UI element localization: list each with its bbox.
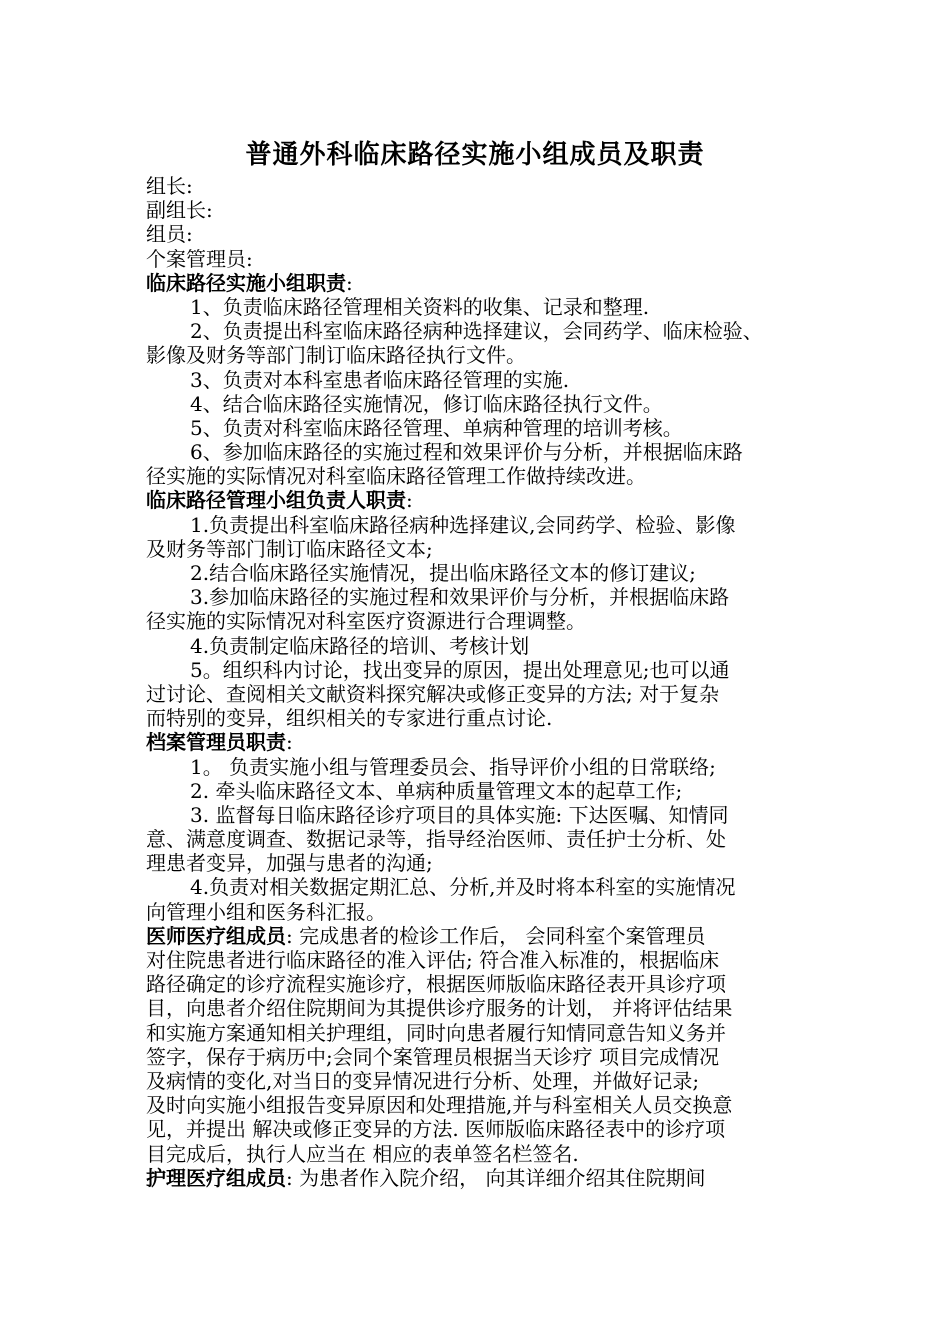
section-heading	[146, 488, 810, 512]
paragraph-line: 2.结合临床路径实施情况，提出临床路径文本的修订建议;	[190, 561, 696, 585]
paragraph-line: 3. 监督每日临床路径诊疗项目的具体实施: 下达医嘱、知情同	[190, 802, 729, 827]
section-title: 护理医疗组成员	[146, 1165, 286, 1190]
paragraph-line: 目，向患者介绍住院期间为其提供诊疗服务的计划， 并将评估结果	[146, 996, 733, 1021]
section-colon: :	[346, 270, 353, 295]
paragraph-line: 影像及财务等部门制订临床路径执行文件。	[146, 343, 526, 368]
paragraph-line: 目完成后，执行人应当在 相应的表单签名栏签名.	[146, 1141, 579, 1166]
paragraph-line: 径实施的实际情况对科室医疗资源进行合理调整。	[146, 609, 586, 634]
paragraph-line: 4.负责对相关数据定期汇总、分析,并及时将本科室的实施情况	[190, 875, 736, 900]
paragraph-line: 1。 负责实施小组与管理委员会、指导评价小组的日常联络;	[190, 754, 716, 779]
paragraph-line: 2. 牵头临床路径文本、单病种质量管理文本的起草工作;	[190, 778, 683, 803]
paragraph-line: 及病情的变化,对当日的变异情况进行分析、处理，并做好记录;	[146, 1068, 700, 1093]
paragraph-line: 3.参加临床路径的实施过程和效果评价与分析，并根据临床路	[190, 585, 730, 610]
paragraph-line: 1.负责提出科室临床路径病种选择建议,会同药学、检验、影像	[190, 512, 736, 537]
section-title: 临床路径实施小组职责	[146, 270, 346, 295]
paragraph-line: 5、负责对科室临床路径管理、单病种管理的培训考核。	[190, 415, 683, 440]
document-title: 普通外科临床路径实施小组成员及职责	[245, 140, 705, 170]
leader-line: 组长:	[146, 174, 193, 198]
section-heading	[146, 1166, 810, 1190]
section-heading	[146, 271, 810, 295]
case-manager-line: 个案管理员:	[146, 246, 253, 271]
paragraph-line: 4.负责制定临床路径的培训、考核计划	[190, 633, 530, 658]
section-first-text: : 为患者作入院介绍， 向其详细介绍其住院期间	[286, 1165, 706, 1190]
paragraph-line: 和实施方案通知相关护理组，同时向患者履行知情同意告知义务并	[146, 1020, 726, 1045]
paragraph-line: 1、负责临床路径管理相关资料的收集、记录和整理.	[190, 294, 650, 319]
paragraph-line: 及时向实施小组报告变异原因和处理措施,并与科室相关人员交换意	[146, 1093, 733, 1118]
paragraph-line: 见，并提出 解决或修正变异的方法. 医师版临床路径表中的诊疗项	[146, 1117, 726, 1142]
section-title: 医师医疗组成员	[146, 923, 286, 948]
paragraph-line: 径实施的实际情况对科室临床路径管理工作做持续改进。	[146, 464, 646, 489]
section-colon: :	[286, 730, 293, 755]
section-title: 档案管理员职责	[146, 730, 286, 755]
paragraph-line: 过讨论、查阅相关文献资料探究解决或修正变异的方法; 对于复杂	[146, 681, 720, 706]
paragraph-line: 意、满意度调查、数据记录等，指导经治医师、责任护士分析、处	[146, 827, 726, 852]
paragraph-line: 及财务等部门制订临床路径文本;	[146, 536, 433, 561]
section-title: 临床路径管理小组负责人职责	[146, 488, 406, 513]
paragraph-line: 而特别的变异，组织相关的专家进行重点讨论.	[146, 706, 553, 731]
document-body	[146, 174, 810, 1190]
section-colon: :	[406, 488, 413, 513]
paragraph-line: 向管理小组和医务科汇报。	[146, 899, 386, 924]
deputy-line: 副组长:	[146, 198, 213, 223]
member-line: 组员:	[146, 222, 193, 247]
paragraph-line: 3、负责对本科室患者临床路径管理的实施.	[190, 367, 570, 392]
paragraph-line: 路径确定的诊疗流程实施诊疗，根据医师版临床路径表开具诊疗项	[146, 972, 726, 997]
section-heading	[146, 924, 810, 948]
paragraph-line: 对住院患者进行临床路径的准入评估; 符合准入标准的，根据临床	[146, 948, 720, 972]
paragraph-line: 理患者变异，加强与患者的沟通;	[146, 851, 433, 876]
paragraph-line: 6、参加临床路径的实施过程和效果评价与分析，并根据临床路	[190, 440, 743, 465]
paragraph-line: 签字，保存于病历中;会同个案管理员根据当天诊疗 项目完成情况	[146, 1044, 720, 1069]
paragraph-line: 2、负责提出科室临床路径病种选择建议，会同药学、临床检验、	[190, 319, 763, 344]
section-heading	[146, 730, 810, 754]
paragraph-line: 5。组织科内讨论，找出变异的原因，提出处理意见;也可以通	[190, 657, 730, 682]
paragraph-line: 4、结合临床路径实施情况，修订临床路径执行文件。	[190, 391, 663, 416]
section-first-text: : 完成患者的检诊工作后， 会同科室个案管理员	[286, 923, 706, 948]
